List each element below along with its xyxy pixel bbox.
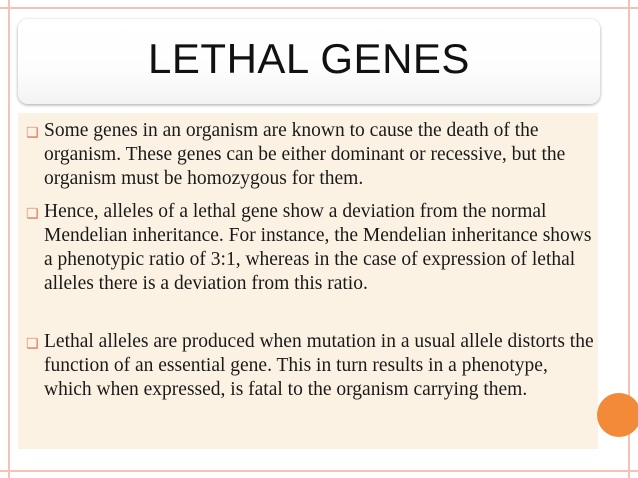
- bullet-text: Some genes in an organism are known to cause the death of the organism. These genes can be either dominant or recessive, but the organism must be homozygous for them.: [44, 120, 566, 189]
- hollow-square-bullet-icon: ❏: [26, 336, 39, 352]
- slide-title: LETHAL GENES: [148, 35, 470, 82]
- bullet-text: Hence, alleles of a lethal gene show a deviation from the normal Mendelian inheritance. For instance, the Mendelian inheritance shows a phenotypic ratio of 3:1, whereas in the case of expression of lethal alleles there is a deviation from this ratio.: [44, 201, 592, 294]
- decorative-orange-circle: [597, 393, 638, 437]
- bullet-text: Lethal alleles are produced when mutation in a usual allele distorts the function of an essential gene. This in turn results in a phenotype, which when expressed, is fatal to the organism carrying them.: [44, 331, 594, 400]
- content-area: [18, 113, 598, 449]
- title-box: [18, 19, 600, 104]
- hollow-square-bullet-icon: ❏: [26, 206, 39, 222]
- slide-border-left: [8, 0, 10, 478]
- slide-border-top: [0, 7, 638, 9]
- hollow-square-bullet-icon: ❏: [26, 125, 39, 141]
- slide-border-bottom: [0, 470, 638, 472]
